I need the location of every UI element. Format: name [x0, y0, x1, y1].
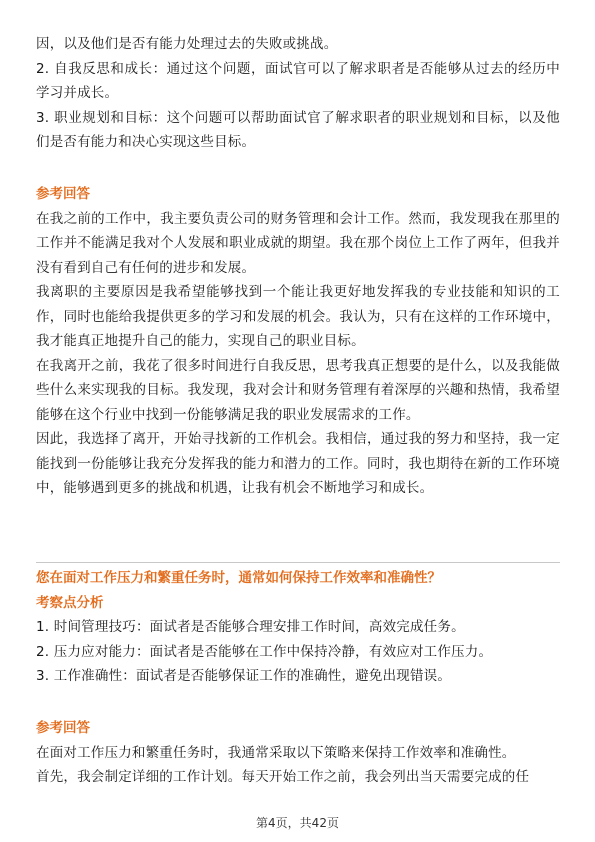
analysis-item-2: 2. 压力应对能力：面试者是否能够在工作中保持冷静，有效应对工作压力。 — [36, 643, 493, 660]
answer-paragraph-4: 因此，我选择了离开，开始寻找新的工作机会。我相信，通过我的努力和坚持，我一定能找到一份能够让我充分发挥我的能力和潜力的工作。同时，我也期待在新的工作环境中，能够遇到更多的挑战和机遇，让我有机会不断地学习和成长。 — [36, 431, 560, 496]
continuation-line: 因，以及他们是否有能力处理过去的失败或挑战。 — [36, 36, 338, 52]
question-title: 您在面对工作压力和繁重任务时，通常如何保持工作效率和准确性？ — [36, 570, 441, 586]
answer-paragraph-3: 在我离开之前，我花了很多时间进行自我反思，思考我真正想要的是什么，以及我能做些什么来实现我的目标。我发现，我对会计和财务管理有着深厚的兴趣和热情，我希望能够在这个行业中找到一份能够满足我的职业发展需求的工作。 — [36, 357, 560, 423]
analysis-item-3: 3. 工作准确性：面试者是否能够保证工作的准确性，避免出现错误。 — [36, 668, 452, 684]
analysis-heading: 考察点分析 — [36, 594, 104, 611]
answer-heading: 参考回答 — [36, 186, 90, 202]
answer-heading: 参考回答 — [36, 720, 90, 736]
answer1-block — [36, 182, 560, 501]
analysis-item-2: 2. 自我反思和成长：通过这个问题，面试官可以了解求职者是否能够从过去的经历中学习并成长。 — [36, 60, 560, 101]
answer-paragraph-1: 在面对工作压力和繁重任务时，我通常采取以下策略来保持工作效率和准确性。 — [36, 744, 516, 761]
question2-block — [36, 566, 560, 689]
analysis-item-3: 3. 职业规划和目标：这个问题可以帮助面试官了解求职者的职业规划和目标，以及他们是否有能力和决心实现这些目标。 — [36, 109, 560, 150]
section1-tail — [36, 32, 560, 155]
answer-paragraph-1: 在我之前的工作中，我主要负责公司的财务管理和会计工作。然而，我发现我在那里的工作并不能满足我对个人发展和职业成就的期望。我在那个岗位上工作了两年，但我并没有看到自己有任何的进步和发展。 — [36, 210, 560, 276]
analysis-item-1: 1. 时间管理技巧：面试者是否能够合理安排工作时间，高效完成任务。 — [36, 619, 465, 635]
page-footer: 第4页，共42页 — [256, 816, 339, 830]
answer2-block — [36, 716, 560, 790]
section-divider — [36, 562, 560, 563]
answer-paragraph-2: 首先，我会制定详细的工作计划。每天开始工作之前，我会列出当天需要完成的任 — [36, 769, 530, 785]
answer-paragraph-2: 我离职的主要原因是我希望能够找到一个能让我更好地发挥我的专业技能和知识的工作，同时也能给我提供更多的学习和发展的机会。我认为，只有在这样的工作环境中，我才能真正地提升自己的能力，实现自己的职业目标。 — [36, 284, 560, 349]
